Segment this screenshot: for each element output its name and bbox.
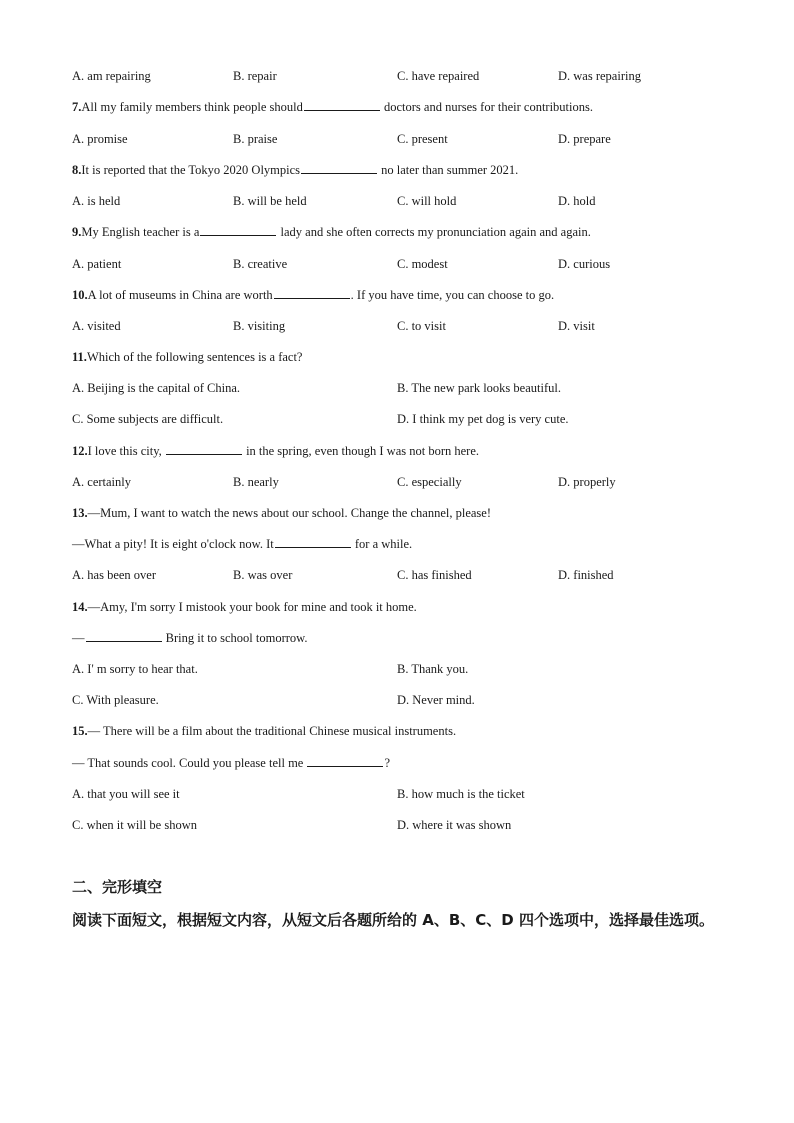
q14-response	[72, 630, 308, 646]
q10-option-c: C. to visit	[397, 319, 446, 333]
q15-number: 15.	[72, 724, 88, 738]
q13-line2-after: for a while.	[351, 537, 413, 551]
q8-option-d: D. hold	[558, 194, 596, 208]
q10-blank	[274, 287, 350, 299]
q7-text-before: All my family members think people should	[81, 100, 303, 114]
q14-option-a: A. I' m sorry to hear that.	[72, 662, 198, 676]
q11-text: Which of the following sentences is a fact?	[86, 350, 303, 364]
q12-number: 12.	[72, 444, 88, 458]
q6-option-d: D. was repairing	[558, 69, 641, 83]
q15-line2-before: — That sounds cool. Could you please tell me	[72, 756, 307, 770]
q12-option-c: C. especially	[397, 475, 462, 489]
q10-text-before: A lot of museums in China are worth	[87, 288, 273, 302]
q11-option-c: C. Some subjects are difficult.	[72, 412, 224, 426]
q14-line1: —Amy, I'm sorry I mistook your book for mine and took it home.	[87, 600, 417, 614]
q13-option-d: D. finished	[558, 568, 614, 582]
q10-stem	[72, 287, 554, 303]
q10-option-b: B. visiting	[233, 319, 286, 333]
q10-number: 10.	[72, 288, 88, 302]
q9-blank	[200, 224, 276, 236]
q7-option-d: D. prepare	[558, 132, 611, 146]
q12-text-after: in the spring, even though I was not born here.	[242, 444, 479, 458]
q7-option-b: B. praise	[233, 132, 278, 146]
q14-option-d: D. Never mind.	[397, 693, 475, 707]
q14-option-c: C. With pleasure.	[72, 693, 159, 707]
q14-number: 14.	[72, 600, 88, 614]
q12-blank	[166, 443, 242, 455]
q11-option-a: A. Beijing is the capital of China.	[72, 381, 241, 395]
q15-stem	[72, 723, 456, 739]
q15-option-c: C. when it will be shown	[72, 818, 197, 832]
q12-option-b: B. nearly	[233, 475, 279, 489]
q7-option-a: A. promise	[72, 132, 128, 146]
q15-line1: — There will be a film about the traditional Chinese musical instruments.	[87, 724, 457, 738]
section-2-instruction: 阅读下面短文，根据短文内容，从短文后各题所给的 A、B、C、D 四个选项中，选择最佳选项。	[72, 911, 714, 929]
q9-text-before: My English teacher is a	[81, 225, 200, 239]
q9-option-c: C. modest	[397, 257, 448, 271]
q13-number: 13.	[72, 506, 88, 520]
q9-stem	[72, 224, 591, 240]
q13-stem	[72, 505, 491, 521]
q12-option-d: D. properly	[558, 475, 616, 489]
q15-option-a: A. that you will see it	[72, 787, 180, 801]
q11-option-b: B. The new park looks beautiful.	[397, 381, 561, 395]
q8-option-b: B. will be held	[233, 194, 307, 208]
q15-line2-after: ?	[384, 756, 391, 770]
q8-option-c: C. will hold	[397, 194, 457, 208]
q9-option-d: D. curious	[558, 257, 611, 271]
q14-stem	[72, 599, 417, 615]
q8-number: 8.	[72, 163, 82, 177]
q14-line2-after: Bring it to school tomorrow.	[162, 631, 308, 645]
q11-number: 11.	[72, 350, 87, 364]
q9-number: 9.	[72, 225, 82, 239]
q13-line2-before: —What a pity! It is eight o'clock now. It	[72, 537, 274, 551]
q13-option-c: C. has finished	[397, 568, 472, 582]
q14-line2-before: —	[72, 631, 85, 645]
q15-blank	[307, 755, 383, 767]
q9-text-after: lady and she often corrects my pronunciation again and again.	[277, 225, 591, 239]
q6-option-a: A. am repairing	[72, 69, 151, 83]
q6-option-b: B. repair	[233, 69, 277, 83]
section-2-title: 二、完形填空	[72, 878, 163, 896]
q8-stem	[72, 162, 518, 178]
q15-option-b: B. how much is the ticket	[397, 787, 525, 801]
q9-option-a: A. patient	[72, 257, 122, 271]
q6-option-c: C. have repaired	[397, 69, 480, 83]
q12-stem	[72, 443, 479, 459]
q8-text-after: no later than summer 2021.	[378, 163, 519, 177]
q14-blank	[86, 630, 162, 642]
q7-blank	[304, 99, 380, 111]
q12-text-before: I love this city,	[87, 444, 165, 458]
q7-number: 7.	[72, 100, 82, 114]
q7-text-after: doctors and nurses for their contributions.	[380, 100, 593, 114]
q8-blank	[301, 162, 377, 174]
q14-option-b: B. Thank you.	[397, 662, 469, 676]
q8-option-a: A. is held	[72, 194, 121, 208]
q13-blank	[275, 536, 351, 548]
q12-option-a: A. certainly	[72, 475, 132, 489]
q15-response	[72, 755, 390, 771]
q7-stem	[72, 99, 593, 115]
q7-option-c: C. present	[397, 132, 448, 146]
q13-option-b: B. was over	[233, 568, 293, 582]
q13-line1: —Mum, I want to watch the news about our school. Change the channel, please!	[87, 506, 491, 520]
q8-text-before: It is reported that the Tokyo 2020 Olympics	[81, 163, 301, 177]
q13-option-a: A. has been over	[72, 568, 156, 582]
q11-option-d: D. I think my pet dog is very cute.	[397, 412, 569, 426]
q10-option-d: D. visit	[558, 319, 595, 333]
q10-text-after: . If you have time, you can choose to go.	[350, 288, 555, 302]
q11-stem	[72, 349, 302, 365]
q15-option-d: D. where it was shown	[397, 818, 512, 832]
q10-option-a: A. visited	[72, 319, 121, 333]
q9-option-b: B. creative	[233, 257, 288, 271]
q13-response	[72, 536, 412, 552]
